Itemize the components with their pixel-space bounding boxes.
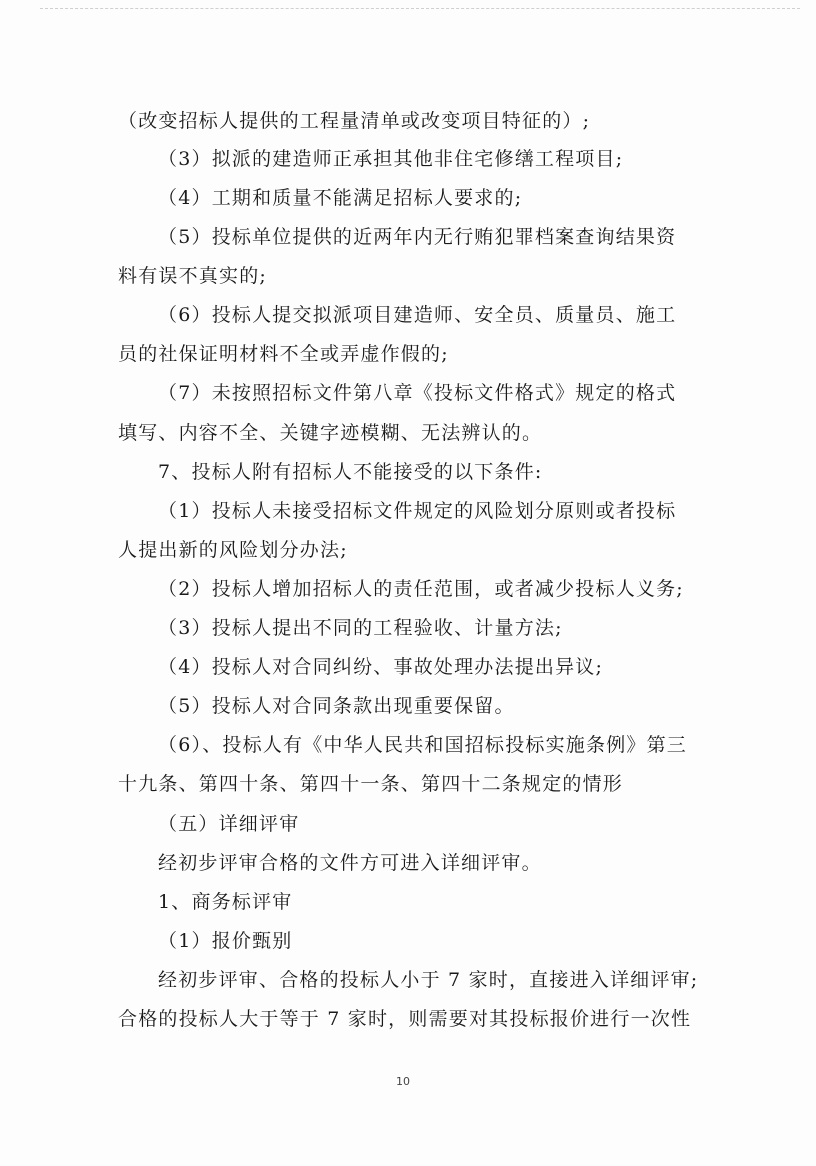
section-heading: 1、商务标评审 — [158, 891, 293, 913]
text-line: 人提出新的风险划分办法; — [118, 539, 348, 561]
top-divider — [40, 8, 800, 9]
section-heading: （五）详细评审 — [158, 813, 300, 835]
page-number: 10 — [396, 1075, 410, 1088]
text-line: 填写、内容不全、关键字迹模糊、无法辨认的。 — [118, 422, 543, 444]
text-line: 十九条、第四十条、第四十一条、第四十二条规定的情形 — [118, 773, 624, 795]
text-line: 经初步评审合格的文件方可进入详细评审。 — [158, 852, 542, 874]
text-line: （2）投标人增加招标人的责任范围，或者减少投标人义务; — [158, 578, 684, 600]
text-line: （5）投标人对合同条款出现重要保留。 — [158, 695, 515, 717]
text-line: （5）投标单位提供的近两年内无行贿犯罪档案查询结果资 — [158, 226, 677, 248]
text-line: 员的社保证明材料不全或弄虚作假的; — [118, 343, 449, 365]
text-line: （4）工期和质量不能满足招标人要求的; — [158, 187, 523, 209]
text-line: （1）投标人未接受招标文件规定的风险划分原则或者投标 — [158, 500, 677, 522]
text-line: （6）投标人提交拟派项目建造师、安全员、质量员、施工 — [158, 304, 677, 326]
text-line: （7）未按照招标文件第八章《投标文件格式》规定的格式 — [158, 382, 677, 404]
section-heading: 7、投标人附有招标人不能接受的以下条件: — [158, 461, 543, 483]
text-line: 料有误不真实的; — [118, 265, 268, 287]
text-line: （改变招标人提供的工程量清单或改变项目特征的）; — [118, 110, 591, 132]
text-line: 合格的投标人大于等于 7 家时，则需要对其投标报价进行一次性 — [118, 1008, 692, 1030]
text-line: （3）拟派的建造师正承担其他非住宅修缮工程项目; — [158, 148, 624, 170]
text-line: （4）投标人对合同纠纷、事故处理办法提出异议; — [158, 656, 604, 678]
text-line: 经初步评审、合格的投标人小于 7 家时，直接进入详细评审; — [158, 969, 699, 991]
text-line: （6）、投标人有《中华人民共和国招标投标实施条例》第三 — [158, 734, 687, 756]
section-heading: （1）报价甄别 — [158, 930, 293, 952]
text-line: （3）投标人提出不同的工程验收、计量方法; — [158, 617, 563, 639]
